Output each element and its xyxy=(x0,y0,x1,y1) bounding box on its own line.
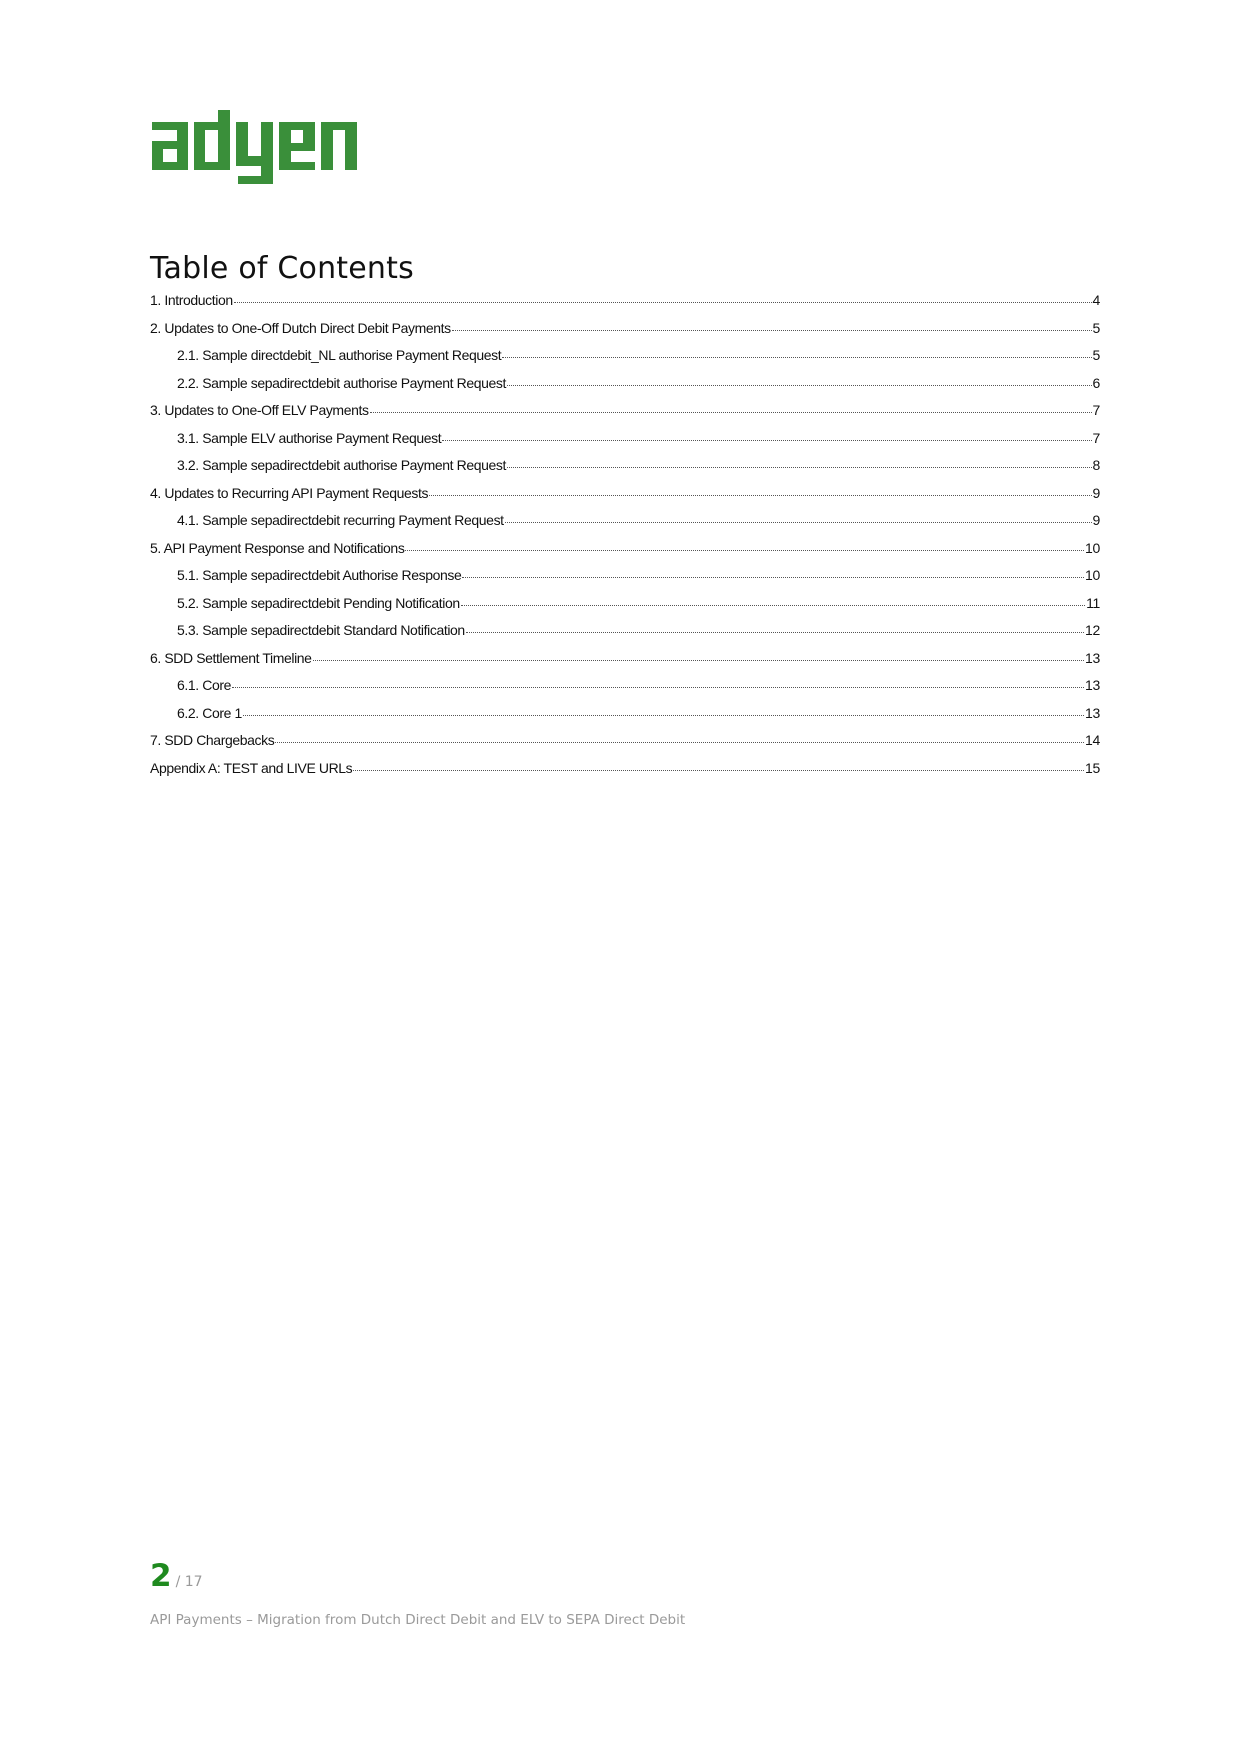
toc-entry[interactable] xyxy=(150,347,1100,375)
toc-entry-label: 1. Introduction xyxy=(150,292,233,308)
toc-entry-page: 9 xyxy=(1092,512,1100,528)
toc-entry-page: 6 xyxy=(1092,374,1100,391)
page-number xyxy=(150,1558,203,1594)
toc-dot-leader xyxy=(313,660,1084,661)
toc-dot-leader xyxy=(461,605,1085,606)
toc-entry[interactable] xyxy=(150,512,1100,540)
toc-dot-leader xyxy=(462,577,1084,578)
toc-entry-label: 2.2. Sample sepadirectdebit authorise Payment Request xyxy=(177,374,507,391)
toc-entry-label: 4. Updates to Recurring API Payment Requests xyxy=(150,484,429,501)
toc-entry[interactable] xyxy=(150,540,1100,568)
toc-entry-page: 14 xyxy=(1085,732,1100,748)
toc-entry-page: 15 xyxy=(1085,759,1100,776)
toc-entry-label: 5.1. Sample sepadirectdebit Authorise Response xyxy=(177,567,462,583)
toc-entry-page: 13 xyxy=(1085,704,1100,721)
total-pages: / 17 xyxy=(175,1574,203,1590)
toc-entry[interactable] xyxy=(150,485,1100,513)
toc-dot-leader xyxy=(505,522,1092,523)
toc-entry[interactable] xyxy=(150,457,1100,485)
toc-entry-label: 3. Updates to One-Off ELV Payments xyxy=(150,402,369,418)
toc-entry-label: 2.1. Sample directdebit_NL authorise Payment Request xyxy=(177,347,502,363)
toc-entry-page: 5 xyxy=(1092,319,1100,336)
toc-entry-label: 5.2. Sample sepadirectdebit Pending Notification xyxy=(177,594,460,611)
toc-entry[interactable] xyxy=(150,677,1100,705)
toc-dot-leader xyxy=(429,495,1091,496)
toc-entry-label: 5.3. Sample sepadirectdebit Standard Notification xyxy=(177,622,465,638)
toc-dot-leader xyxy=(234,302,1092,303)
toc-entry-page: 13 xyxy=(1085,677,1100,693)
toc-entry-page: 8 xyxy=(1092,457,1100,473)
toc-entry-label: Appendix A: TEST and LIVE URLs xyxy=(150,759,353,776)
toc-dot-leader xyxy=(507,467,1091,468)
toc-dot-leader xyxy=(405,550,1084,551)
toc-entry-page: 12 xyxy=(1085,622,1100,638)
toc-entry-label: 6. SDD Settlement Timeline xyxy=(150,649,312,666)
toc-entry[interactable] xyxy=(150,732,1100,760)
toc-entry-page: 10 xyxy=(1085,539,1100,556)
toc-entry[interactable] xyxy=(150,375,1100,403)
toc-dot-leader xyxy=(452,330,1092,331)
toc-entry-page: 10 xyxy=(1085,567,1100,583)
toc-entry-page: 9 xyxy=(1092,484,1100,501)
toc-entry[interactable] xyxy=(150,760,1100,788)
toc-dot-leader xyxy=(353,770,1084,771)
toc-entry[interactable] xyxy=(150,402,1100,430)
toc-entry-label: 3.1. Sample ELV authorise Payment Request xyxy=(177,429,442,446)
toc-entry-page: 11 xyxy=(1086,594,1100,611)
toc-entry[interactable] xyxy=(150,650,1100,678)
toc-entry-page: 7 xyxy=(1092,402,1100,418)
toc-entry-page: 13 xyxy=(1085,649,1100,666)
adyen-logo xyxy=(150,108,386,186)
toc-entry[interactable] xyxy=(150,292,1100,320)
toc-entry-label: 5. API Payment Response and Notifications xyxy=(150,539,405,556)
toc-dot-leader xyxy=(370,412,1092,413)
toc-entry-page: 5 xyxy=(1092,347,1100,363)
toc-dot-leader xyxy=(507,385,1091,386)
toc-dot-leader xyxy=(275,742,1084,743)
toc-entry-label: 2. Updates to One-Off Dutch Direct Debit Payments xyxy=(150,319,451,336)
toc-entry[interactable] xyxy=(150,320,1100,348)
toc-entry[interactable] xyxy=(150,567,1100,595)
toc-title: Table of Contents xyxy=(150,251,414,286)
toc-entry-label: 4.1. Sample sepadirectdebit recurring Payment Request xyxy=(177,512,504,528)
document-title-footer: API Payments – Migration from Dutch Direct Debit and ELV to SEPA Direct Debit xyxy=(150,1612,686,1628)
toc-dot-leader xyxy=(232,687,1084,688)
toc-entry-label: 3.2. Sample sepadirectdebit authorise Payment Request xyxy=(177,457,507,473)
toc-list xyxy=(150,292,1100,787)
current-page-number: 2 xyxy=(150,1558,172,1594)
toc-entry[interactable] xyxy=(150,622,1100,650)
toc-dot-leader xyxy=(502,357,1091,358)
toc-entry-label: 6.2. Core 1 xyxy=(177,704,242,721)
toc-dot-leader xyxy=(243,715,1084,716)
toc-dot-leader xyxy=(466,632,1084,633)
toc-entry-page: 4 xyxy=(1092,292,1100,308)
toc-entry[interactable] xyxy=(150,430,1100,458)
toc-entry-label: 7. SDD Chargebacks xyxy=(150,732,275,748)
toc-entry-label: 6.1. Core xyxy=(177,677,231,693)
toc-entry[interactable] xyxy=(150,595,1100,623)
toc-entry-page: 7 xyxy=(1092,429,1100,446)
toc-entry[interactable] xyxy=(150,705,1100,733)
toc-dot-leader xyxy=(442,440,1091,441)
